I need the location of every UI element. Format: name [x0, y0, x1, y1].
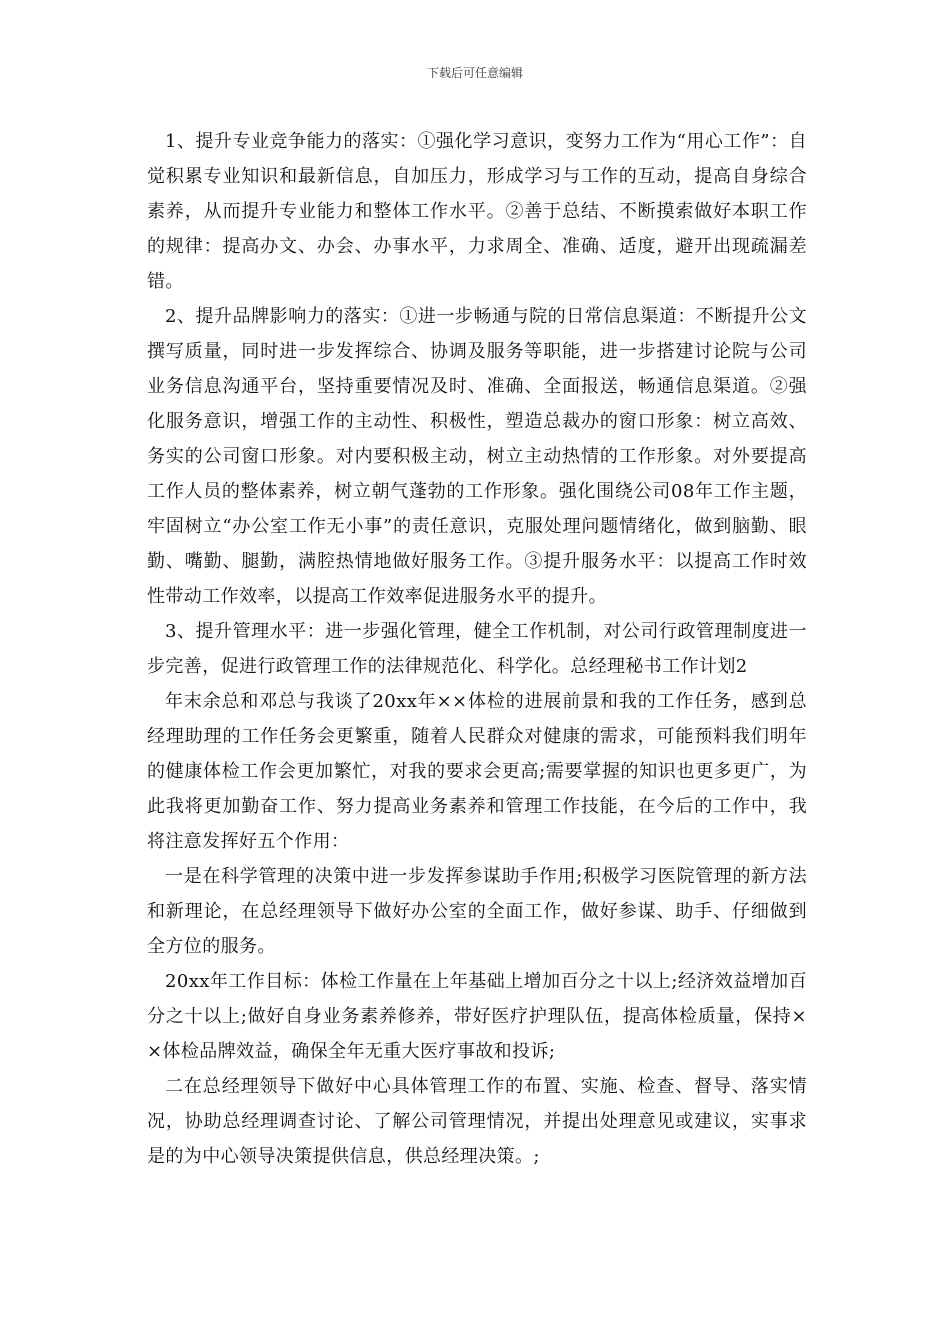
paragraph-5: 一是在科学管理的决策中进一步发挥参谋助手作用;积极学习医院管理的新方法和新理论，在总经理领导下做好办公室的全面工作，做好参谋、助手、仔细做到全方位的服务。 [147, 866, 807, 957]
document-body [147, 124, 807, 1174]
paragraph-6: 20xx年工作目标：体检工作量在上年基础上增加百分之十以上;经济效益增加百分之十以上;做好自身业务素养修养，带好医疗护理队伍，提高体检质量，保持××体检品牌效益，确保全年无重大医疗事故和投诉; [147, 971, 807, 1062]
paragraph-3: 3、提升管理水平：进一步强化管理，健全工作机制，对公司行政管理制度进一步完善，促进行政管理工作的法律规范化、科学化。总经理秘书工作计划2 [147, 621, 807, 677]
paragraph-1: 1、提升专业竞争能力的落实：①强化学习意识，变努力工作为“用心工作”：自觉积累专业知识和最新信息，自加压力，形成学习与工作的互动，提高自身综合素养，从而提升专业能力和整体工作水平。②善于总结、不断摸索做好本职工作的规律：提高办文、办会、办事水平，力求周全、准确、适度，避开出现疏漏差错。 [147, 131, 807, 292]
paragraph-7: 二在总经理领导下做好中心具体管理工作的布置、实施、检查、督导、落实情况，协助总经理调查讨论、了解公司管理情况，并提出处理意见或建议，实事求是的为中心领导决策提供信息，供总经理决策。; [147, 1076, 807, 1167]
paragraph-4: 年末余总和邓总与我谈了20xx年××体检的进展前景和我的工作任务，感到总经理助理的工作任务会更繁重，随着人民群众对健康的需求，可能预料我们明年的健康体检工作会更加繁忙，对我的要求会更高;需要掌握的知识也更多更广，为此我将更加勤奋工作、努力提高业务素养和管理工作技能，在今后的工作中，我将注意发挥好五个作用： [147, 691, 807, 852]
paragraph-2: 2、提升品牌影响力的落实：①进一步畅通与院的日常信息渠道：不断提升公文撰写质量，同时进一步发挥综合、协调及服务等职能，进一步搭建讨论院与公司业务信息沟通平台，坚持重要情况及时、准确、全面报送，畅通信息渠道。②强化服务意识，增强工作的主动性、积极性，塑造总裁办的窗口形象：树立高效、务实的公司窗口形象。对内要积极主动，树立主动热情的工作形象。对外要提高工作人员的整体素养，树立朝气蓬勃的工作形象。强化围绕公司08年工作主题，牢固树立“办公室工作无小事”的责任意识，克服处理问题情绪化，做到脑勤、眼勤、嘴勤、腿勤，满腔热情地做好服务工作。③提升服务水平：以提高工作时效性带动工作效率，以提高工作效率促进服务水平的提升。 [147, 306, 807, 607]
page-header-note: 下载后可任意编辑 [426, 66, 523, 80]
